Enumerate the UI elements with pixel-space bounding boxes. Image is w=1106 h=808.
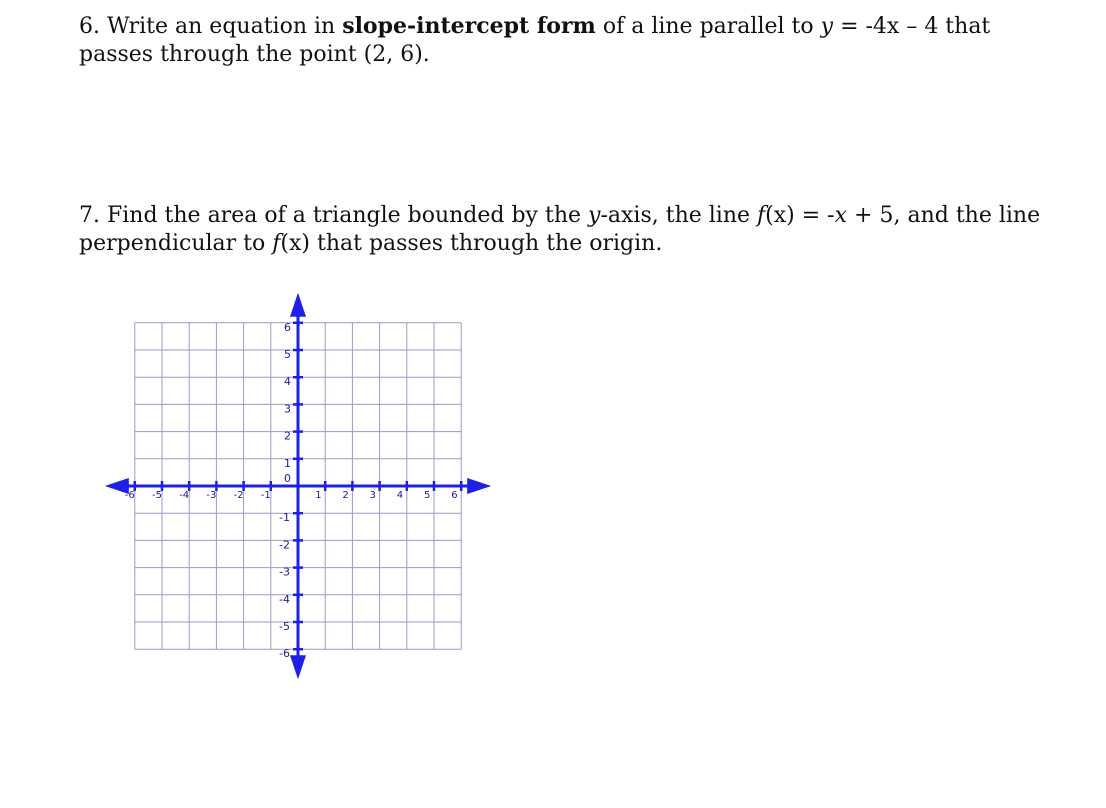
y-tick-label: -5 [279, 620, 290, 633]
x-tick-label: -2 [233, 490, 244, 501]
function-f: f [272, 231, 281, 256]
x-tick-label: -4 [179, 490, 190, 501]
question-text: perpendicular to [79, 231, 266, 256]
y-tick-label: 5 [284, 348, 291, 361]
question-text: that passes through the origin. [316, 231, 663, 256]
x-tick-label: -1 [260, 490, 271, 501]
y-tick-label: 1 [284, 456, 291, 470]
question-number: 7. [79, 203, 100, 228]
y-axis-arrow-down [290, 655, 306, 679]
y-tick-label: 2 [284, 429, 291, 443]
x-tick-label: -5 [152, 490, 162, 501]
x-tick-label: 3 [369, 490, 376, 501]
x-tick-label: 2 [342, 490, 349, 501]
y-tick-label: -2 [279, 538, 290, 552]
variable-y: y [588, 203, 601, 228]
function-f: f [757, 203, 766, 228]
x-tick-label: -3 [206, 490, 217, 501]
function-arg: (x) [280, 231, 310, 256]
x-tick-label: 6 [451, 490, 458, 501]
question-text: Write an equation in [107, 14, 336, 39]
question-number: 6. [79, 14, 100, 39]
y-axis-arrow-up [290, 293, 306, 317]
question-text: + 5, and the line [854, 203, 1041, 228]
coordinate-grid [100, 290, 520, 690]
y-tick-label: 6 [284, 320, 291, 334]
variable-y: y [820, 14, 834, 39]
question-text: -axis, the line [600, 203, 751, 228]
x-tick-label: -6 [124, 490, 135, 501]
x-axis-arrow-right [467, 478, 491, 494]
question-text-line2: passes through the point (2, 6). [79, 42, 430, 67]
question-text: of a line parallel to [602, 14, 814, 39]
origin-label: 0 [284, 472, 291, 485]
x-tick-label: 4 [396, 490, 404, 501]
y-tick-label: 4 [284, 375, 291, 389]
question-6 [79, 12, 1039, 69]
y-tick-label: -6 [279, 647, 290, 661]
equation-text: = -4x – 4 that [840, 14, 991, 39]
bold-term: slope-intercept form [342, 13, 596, 39]
coordinate-plane [100, 290, 520, 690]
x-tick-label: 5 [424, 490, 431, 501]
y-tick-label: -3 [279, 565, 290, 579]
question-7 [79, 202, 1069, 258]
y-tick-label: -1 [279, 511, 290, 525]
variable-x: x [834, 203, 848, 228]
x-tick-label: 1 [315, 490, 322, 501]
question-text: Find the area of a triangle bounded by the [107, 203, 582, 228]
question-text: = - [801, 203, 835, 228]
y-tick-label: -4 [279, 592, 290, 606]
y-tick-label: 3 [284, 402, 291, 416]
function-arg: (x) [765, 203, 795, 228]
